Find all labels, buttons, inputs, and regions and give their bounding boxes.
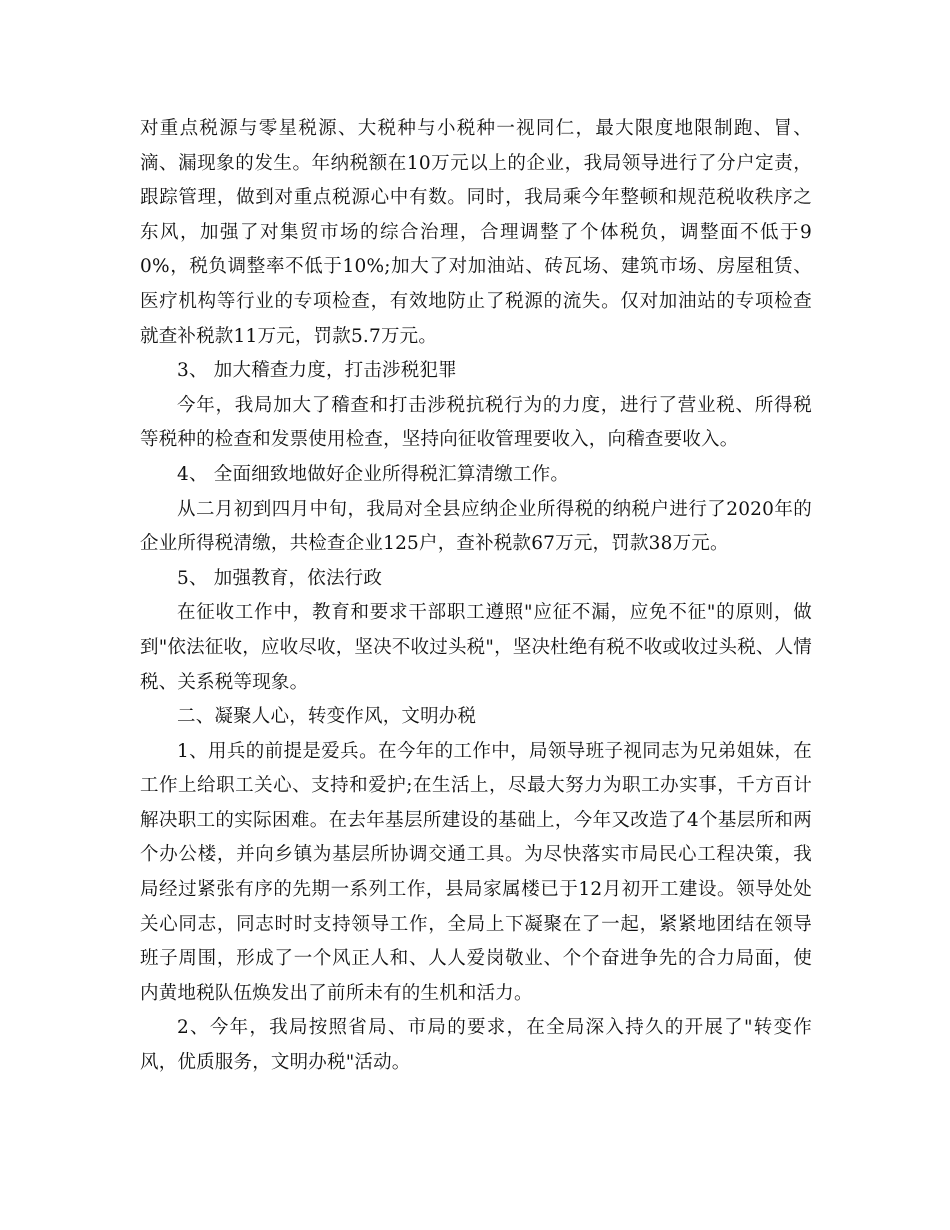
paragraph-education: 在征收工作中，教育和要求干部职工遵照"应征不漏，应免不征"的原则，做到"依法征收，应收尽收，坚决不收过头税"，坚决杜绝有税不收或收过头税、人情税、关系税等现象。 [140,602,812,693]
heading-item-4-income-tax: 4、 全面细致地做好企业所得税汇算清缴工作。 [177,463,570,485]
heading-item-5-education: 5、 加强教育，依法行政 [177,567,383,589]
paragraph-audit: 今年，我局加大了稽查和打击涉税抗税行为的力度，进行了营业税、所得税等税种的检查和发票使用检查，坚持向征收管理要收入，向稽查要收入。 [140,394,812,451]
paragraph-income-tax: 从二月初到四月中旬，我局对全县应纳企业所得税的纳税户进行了2020年的企业所得税清缴，共检查企业125户，查补税款67万元，罚款38万元。 [140,498,812,555]
heading-section-2: 二、凝聚人心，转变作风，文明办税 [177,706,477,728]
heading-item-3-audit: 3、 加大稽查力度，打击涉税犯罪 [177,360,457,382]
document-body [140,112,812,1081]
paragraph-staff-care: 1、用兵的前提是爱兵。在今年的工作中，局领导班子视同志为兄弟姐妹，在工作上给职工关心、支持和爱护;在生活上，尽最大努力为职工办实事，千方百计解决职工的实际困难。在去年基层所建设的基础上，今年又改造了4个基层所和两个办公楼，并向乡镇为基层所协调交通工具。为尽快落实市局民心工程决策，我局经过紧张有序的先期一系列工作，县局家属楼已于12月初开工建设。领导处处关心同志，同志时时支持领导工作，全局上下凝聚在了一起，紧紧地团结在领导班子周围，形成了一个风正人和、人人爱岗敬业、个个奋进争先的合力局面，使内黄地税队伍焕发出了前所未有的生机和活力。 [140,740,812,1004]
paragraph-campaign: 2、今年，我局按照省局、市局的要求，在全局深入持久的开展了"转变作风，优质服务，文明办税"活动。 [140,1017,812,1074]
paragraph-tax-source-management: 对重点税源与零星税源、大税种与小税种一视同仁，最大限度地限制跑、冒、滴、漏现象的发生。年纳税额在10万元以上的企业，我局领导进行了分户定责，跟踪管理，做到对重点税源心中有数。同时，我局乘今年整顿和规范税收秩序之东风，加强了对集贸市场的综合治理，合理调整了个体税负，调整面不低于90%，税负调整率不低于10%;加大了对加油站、砖瓦场、建筑市场、房屋租赁、医疗机构等行业的专项检查，有效地防止了税源的流失。仅对加油站的专项检查就查补税款11万元，罚款5.7万元。 [140,118,812,347]
